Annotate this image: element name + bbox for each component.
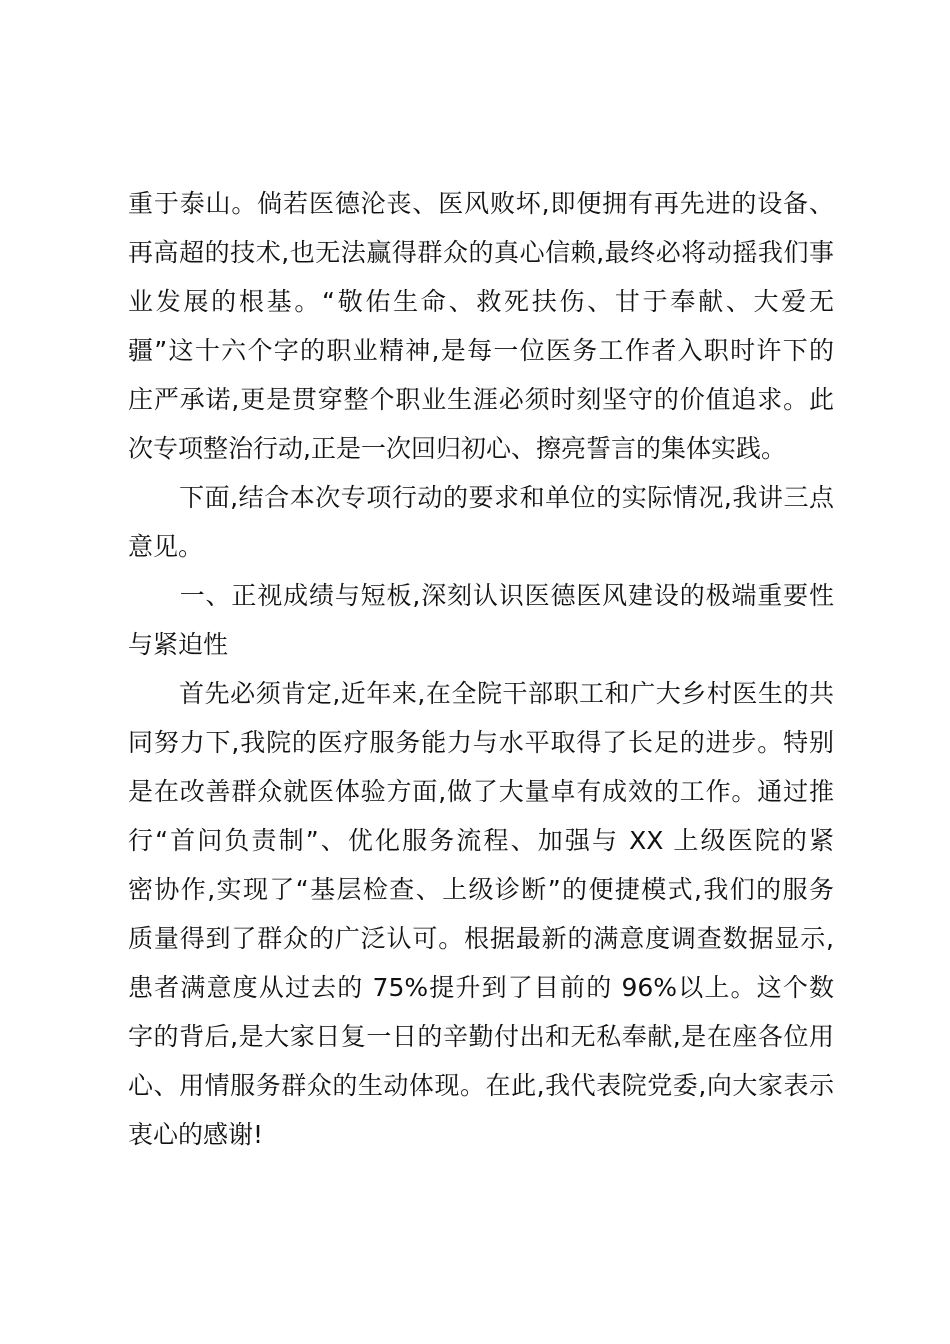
text-line: 意见。 [128, 532, 204, 561]
text-line: 重于泰山。倘若医德沦丧、医风败坏,即便拥有再先进的设备、 [128, 189, 834, 218]
text-line: 密协作,实现了“基层检查、上级诊断”的便捷模式,我们的服务 [128, 875, 834, 904]
section-heading-line: 一、正视成绩与短板,深刻认识医德医风建设的极端重要性 [128, 581, 834, 610]
text-line: 质量得到了群众的广泛认可。根据最新的满意度调查数据显示, [128, 924, 834, 953]
text-line: 字的背后,是大家日复一日的辛勤付出和无私奉献,是在座各位用 [128, 1022, 834, 1051]
section-heading-line: 与紧迫性 [128, 630, 229, 659]
text-line: 疆”这十六个字的职业精神,是每一位医务工作者入职时许下的 [128, 336, 834, 365]
text-line: 下面,结合本次专项行动的要求和单位的实际情况,我讲三点 [128, 483, 834, 512]
text-line: 再高超的技术,也无法赢得群众的真心信赖,最终必将动摇我们事 [128, 238, 834, 267]
text-line: 心、用情服务群众的生动体现。在此,我代表院党委,向大家表示 [128, 1071, 834, 1100]
text-line: 业发展的根基。“敬佑生命、救死扶伤、甘于奉献、大爱无 [128, 287, 834, 316]
text-line: 衷心的感谢! [128, 1120, 264, 1149]
text-line: 患者满意度从过去的 75%提升到了目前的 96%以上。这个数 [128, 973, 834, 1002]
text-line: 庄严承诺,更是贯穿整个职业生涯必须时刻坚守的价值追求。此 [128, 385, 834, 414]
text-line: 是在改善群众就医体验方面,做了大量卓有成效的工作。通过推 [128, 777, 834, 806]
text-line: 次专项整治行动,正是一次回归初心、擦亮誓言的集体实践。 [128, 434, 786, 463]
text-line: 同努力下,我院的医疗服务能力与水平取得了长足的进步。特别 [128, 728, 834, 757]
text-line: 行“首问负责制”、优化服务流程、加强与 XX 上级医院的紧 [128, 826, 834, 855]
body-text [128, 179, 834, 1159]
text-line: 首先必须肯定,近年来,在全院干部职工和广大乡村医生的共 [128, 679, 834, 708]
